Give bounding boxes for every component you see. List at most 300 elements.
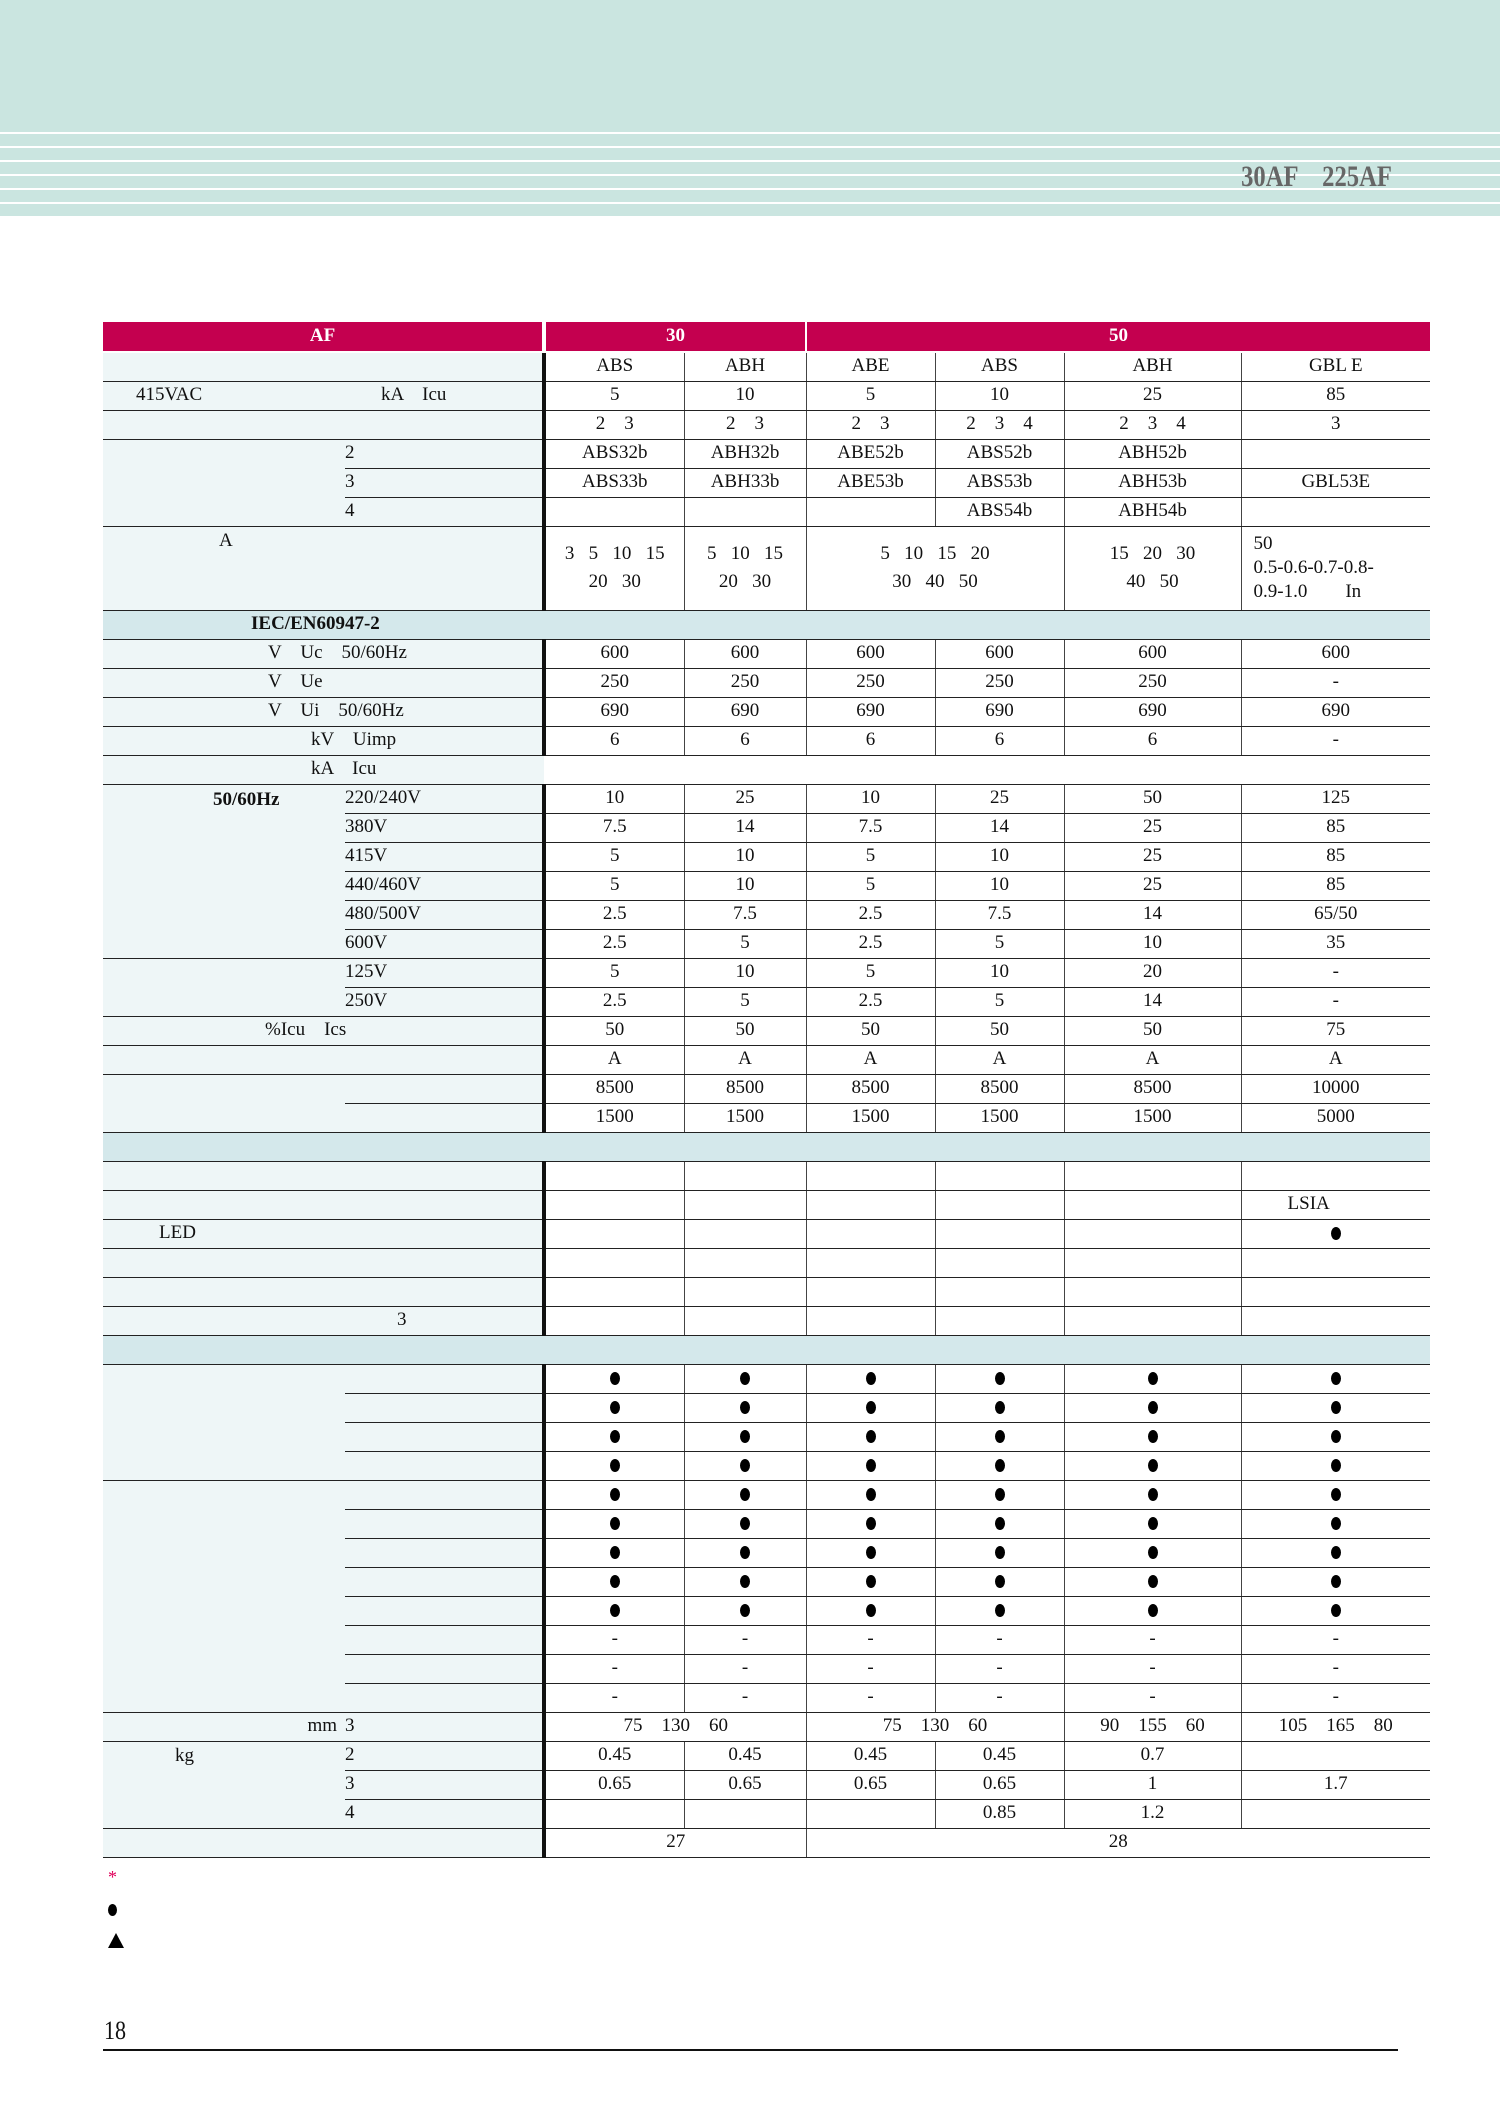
table-cell: 8500 bbox=[806, 1074, 935, 1103]
table-cell bbox=[544, 1248, 684, 1277]
table-cell bbox=[1064, 1277, 1241, 1306]
table-cell: 6 bbox=[806, 726, 935, 755]
table-cell: 7.5 bbox=[935, 900, 1064, 929]
table-cell bbox=[806, 1248, 935, 1277]
table-cell: - bbox=[684, 1625, 806, 1654]
table-cell: 25 bbox=[935, 784, 1064, 813]
table-cell: 2 3 bbox=[684, 410, 806, 439]
row-label bbox=[103, 352, 544, 381]
row-label bbox=[103, 1828, 544, 1857]
supported-dot-icon bbox=[1331, 1430, 1341, 1443]
accessory-row bbox=[103, 1364, 1430, 1393]
sub-label bbox=[345, 1596, 544, 1625]
feature-cell bbox=[1241, 1480, 1430, 1509]
table-cell: 2 3 4 bbox=[1064, 410, 1241, 439]
feature-cell bbox=[1241, 1509, 1430, 1538]
supported-dot-icon bbox=[995, 1401, 1005, 1414]
row-label: kV Uimp bbox=[103, 726, 544, 755]
table-cell: 6 bbox=[935, 726, 1064, 755]
table-cell: 8500 bbox=[935, 1074, 1064, 1103]
supported-dot-icon bbox=[995, 1488, 1005, 1501]
table-cell bbox=[544, 1306, 684, 1335]
supported-dot-icon bbox=[1331, 1546, 1341, 1559]
table-cell: 25 bbox=[1064, 871, 1241, 900]
table-cell: - bbox=[806, 1654, 935, 1683]
table-cell: 1500 bbox=[544, 1103, 684, 1132]
supported-dot-icon bbox=[740, 1430, 750, 1443]
supported-dot-icon bbox=[1148, 1401, 1158, 1414]
feature-cell bbox=[1064, 1567, 1241, 1596]
feature-cell bbox=[1241, 1422, 1430, 1451]
ac-icu-row bbox=[103, 784, 1430, 813]
feature-cell bbox=[684, 1480, 806, 1509]
table-cell: 2.5 bbox=[806, 900, 935, 929]
table-cell bbox=[935, 1219, 1064, 1248]
weight-row bbox=[103, 1741, 1430, 1770]
header-stripe bbox=[0, 146, 1500, 148]
blank-cell bbox=[544, 755, 1430, 784]
table-cell: 2 3 4 bbox=[935, 410, 1064, 439]
row-label: %Icu Ics bbox=[103, 1016, 544, 1045]
feature-cell bbox=[1064, 1393, 1241, 1422]
table-cell: 2.5 bbox=[544, 900, 684, 929]
table-cell bbox=[806, 1161, 935, 1190]
table-cell: A bbox=[1241, 1045, 1430, 1074]
dc-group-label bbox=[103, 958, 345, 1016]
feature-cell bbox=[1241, 1538, 1430, 1567]
table-cell: - bbox=[1064, 1654, 1241, 1683]
row-label: A bbox=[103, 526, 544, 610]
table-cell: 90 155 60 bbox=[1064, 1712, 1241, 1741]
table-cell bbox=[544, 1161, 684, 1190]
table-cell bbox=[806, 1799, 935, 1828]
table-cell: ABS52b bbox=[935, 439, 1064, 468]
supported-dot-icon bbox=[1148, 1546, 1158, 1559]
table-cell: - bbox=[1064, 1683, 1241, 1712]
table-cell bbox=[1241, 1161, 1430, 1190]
supported-dot-icon bbox=[866, 1430, 876, 1443]
rated-current-row bbox=[103, 526, 1430, 610]
supported-dot-icon bbox=[610, 1546, 620, 1559]
page-number: 18 bbox=[104, 2016, 127, 2045]
table-cell: ABS33b bbox=[544, 468, 684, 497]
poles-row bbox=[103, 410, 1430, 439]
table-cell bbox=[684, 1248, 806, 1277]
sub-label: 3 bbox=[345, 1770, 544, 1799]
table-cell: 600 bbox=[1064, 639, 1241, 668]
table-cell bbox=[1064, 1306, 1241, 1335]
page-ref-30[interactable]: 27 bbox=[544, 1828, 806, 1857]
supported-dot-icon bbox=[610, 1430, 620, 1443]
table-cell: A bbox=[806, 1045, 935, 1074]
table-cell: ABS32b bbox=[544, 439, 684, 468]
model-cell: ABE bbox=[806, 352, 935, 381]
table-cell: 0.65 bbox=[806, 1770, 935, 1799]
supported-dot-icon bbox=[995, 1604, 1005, 1617]
supported-dot-icon bbox=[995, 1517, 1005, 1530]
ratings-cell: 50 0.5-0.6-0.7-0.8- 0.9-1.0 In bbox=[1241, 526, 1430, 610]
table-cell: 10 bbox=[806, 784, 935, 813]
feature-cell bbox=[684, 1364, 806, 1393]
table-cell: 0.65 bbox=[684, 1770, 806, 1799]
table-cell: 75 130 60 bbox=[544, 1712, 806, 1741]
table-cell: 5 bbox=[806, 842, 935, 871]
sub-label bbox=[345, 1364, 544, 1393]
table-cell bbox=[935, 1161, 1064, 1190]
table-cell bbox=[806, 1277, 935, 1306]
ics-row bbox=[103, 1016, 1430, 1045]
feature-cell bbox=[1064, 1538, 1241, 1567]
section-trip-unit bbox=[103, 1132, 1430, 1161]
trip-unit-row bbox=[103, 1161, 1430, 1190]
table-cell: ABH52b bbox=[1064, 439, 1241, 468]
table-cell: A bbox=[544, 1045, 684, 1074]
feature-cell bbox=[544, 1538, 684, 1567]
supported-dot-icon bbox=[610, 1575, 620, 1588]
row-label bbox=[103, 1277, 544, 1306]
model-row bbox=[103, 352, 1430, 381]
feature-cell bbox=[935, 1364, 1064, 1393]
spec-table bbox=[103, 322, 1430, 1858]
feature-cell bbox=[806, 1451, 935, 1480]
row-label: V Ue bbox=[103, 668, 544, 697]
footnote-dot bbox=[108, 1893, 124, 1924]
table-cell: 85 bbox=[1241, 381, 1430, 410]
table-cell: 600 bbox=[684, 639, 806, 668]
supported-dot-icon bbox=[740, 1459, 750, 1472]
table-cell: 2.5 bbox=[544, 987, 684, 1016]
ratings-cell: 3 5 10 15 20 30 bbox=[544, 526, 684, 610]
feature-cell bbox=[1064, 1451, 1241, 1480]
feature-cell bbox=[1064, 1480, 1241, 1509]
feature-cell bbox=[684, 1596, 806, 1625]
table-cell: 6 bbox=[544, 726, 684, 755]
table-cell: 1 bbox=[1064, 1770, 1241, 1799]
sub-label bbox=[345, 1480, 544, 1509]
table-cell: 6 bbox=[1064, 726, 1241, 755]
feature-cell bbox=[544, 1364, 684, 1393]
supported-dot-icon bbox=[1148, 1517, 1158, 1530]
feature-cell bbox=[1241, 1219, 1430, 1248]
model-cell: GBL E bbox=[1241, 352, 1430, 381]
table-cell: 2.5 bbox=[544, 929, 684, 958]
table-cell: 14 bbox=[935, 813, 1064, 842]
table-cell: 1.2 bbox=[1064, 1799, 1241, 1828]
table-cell: - bbox=[935, 1654, 1064, 1683]
row-label bbox=[103, 439, 345, 526]
feature-cell bbox=[1064, 1596, 1241, 1625]
table-cell: 5 bbox=[684, 987, 806, 1016]
accessory-row bbox=[103, 1480, 1430, 1509]
section-standard bbox=[103, 610, 1430, 639]
supported-dot-icon bbox=[610, 1517, 620, 1530]
table-cell: 10 bbox=[935, 381, 1064, 410]
trip-unit-row bbox=[103, 1248, 1430, 1277]
sub-label: 480/500V bbox=[345, 900, 544, 929]
table-cell bbox=[1241, 497, 1430, 526]
page-ref-50[interactable]: 28 bbox=[806, 1828, 1430, 1857]
trip-unit-rows bbox=[103, 1161, 1430, 1335]
table-cell: 0.45 bbox=[806, 1741, 935, 1770]
table-cell: 50 bbox=[1064, 1016, 1241, 1045]
table-cell: 50 bbox=[1064, 784, 1241, 813]
table-cell: 0.45 bbox=[684, 1741, 806, 1770]
feature-cell bbox=[684, 1451, 806, 1480]
table-cell bbox=[684, 1219, 806, 1248]
table-cell bbox=[806, 497, 935, 526]
table-cell bbox=[684, 1799, 806, 1828]
header-stripe bbox=[0, 132, 1500, 134]
table-cell: 6 bbox=[684, 726, 806, 755]
sub-label bbox=[345, 1451, 544, 1480]
supported-dot-icon bbox=[1148, 1372, 1158, 1385]
supported-dot-icon bbox=[995, 1372, 1005, 1385]
model-cell: ABH bbox=[1064, 352, 1241, 381]
table-cell bbox=[544, 1190, 684, 1219]
supported-dot-icon bbox=[740, 1546, 750, 1559]
ac-group-label: 50/60Hz bbox=[103, 784, 345, 958]
supported-dot-icon bbox=[1148, 1488, 1158, 1501]
feature-cell bbox=[544, 1596, 684, 1625]
table-cell: 5 bbox=[806, 958, 935, 987]
af-50-group: 50 bbox=[806, 322, 1430, 352]
table-cell: - bbox=[935, 1683, 1064, 1712]
model-cell: ABH bbox=[684, 352, 806, 381]
sub-label bbox=[345, 1567, 544, 1596]
table-cell bbox=[806, 1306, 935, 1335]
table-cell: - bbox=[806, 1683, 935, 1712]
type-row bbox=[103, 439, 1430, 468]
feature-cell bbox=[684, 1509, 806, 1538]
row-label: V Uc 50/60Hz bbox=[103, 639, 544, 668]
page-heading: 30AF 225AF bbox=[1241, 160, 1392, 193]
section-title: IEC/EN60947-2 bbox=[103, 610, 1430, 639]
supported-dot-icon bbox=[740, 1372, 750, 1385]
table-cell: 85 bbox=[1241, 871, 1430, 900]
supported-dot-icon bbox=[1148, 1459, 1158, 1472]
table-cell: 250 bbox=[684, 668, 806, 697]
table-cell: 5000 bbox=[1241, 1103, 1430, 1132]
table-cell bbox=[1241, 1248, 1430, 1277]
row-label bbox=[103, 410, 544, 439]
table-cell: 2.5 bbox=[806, 987, 935, 1016]
sub-label: 415V bbox=[345, 842, 544, 871]
supported-dot-icon bbox=[995, 1430, 1005, 1443]
table-cell bbox=[684, 1306, 806, 1335]
feature-cell bbox=[544, 1393, 684, 1422]
footnote-triangle bbox=[108, 1924, 124, 1955]
table-cell: 85 bbox=[1241, 842, 1430, 871]
table-cell bbox=[1064, 1190, 1241, 1219]
section-accessories bbox=[103, 1335, 1430, 1364]
table-cell: GBL53E bbox=[1241, 468, 1430, 497]
feature-cell bbox=[806, 1422, 935, 1451]
feature-cell bbox=[544, 1451, 684, 1480]
table-cell: 600 bbox=[1241, 639, 1430, 668]
supported-dot-icon bbox=[610, 1604, 620, 1617]
supported-dot-icon bbox=[1148, 1604, 1158, 1617]
table-cell: 690 bbox=[1241, 697, 1430, 726]
sub-label: 3 bbox=[345, 468, 544, 497]
supported-dot-icon bbox=[740, 1488, 750, 1501]
af-label: AF bbox=[103, 322, 544, 352]
supported-dot-icon bbox=[1331, 1604, 1341, 1617]
footnote-asterisk bbox=[108, 1862, 124, 1893]
ratings-cell: 5 10 15 20 30 40 50 bbox=[806, 526, 1064, 610]
table-cell: A bbox=[684, 1045, 806, 1074]
supported-dot-icon bbox=[740, 1604, 750, 1617]
table-cell bbox=[1064, 1161, 1241, 1190]
frame-row bbox=[103, 322, 1430, 352]
table-cell: 2 3 bbox=[806, 410, 935, 439]
row-label: LED bbox=[103, 1219, 544, 1248]
table-cell bbox=[684, 1161, 806, 1190]
table-cell bbox=[1064, 1219, 1241, 1248]
feature-cell bbox=[806, 1509, 935, 1538]
supported-dot-icon bbox=[610, 1488, 620, 1501]
supported-dot-icon bbox=[740, 1517, 750, 1530]
table-cell bbox=[935, 1190, 1064, 1219]
table-cell: 25 bbox=[1064, 381, 1241, 410]
supported-dot-icon bbox=[610, 1372, 620, 1385]
accessory-group-label bbox=[103, 1480, 345, 1712]
feature-cell bbox=[684, 1567, 806, 1596]
table-cell: 10 bbox=[1064, 929, 1241, 958]
category-row bbox=[103, 1045, 1430, 1074]
feature-cell bbox=[1241, 1596, 1430, 1625]
table-cell: 1500 bbox=[684, 1103, 806, 1132]
supported-dot-icon bbox=[866, 1488, 876, 1501]
table-cell: ABE53b bbox=[806, 468, 935, 497]
table-cell: 20 bbox=[1064, 958, 1241, 987]
feature-cell bbox=[935, 1509, 1064, 1538]
dc-icu-row bbox=[103, 958, 1430, 987]
table-cell: 0.85 bbox=[935, 1799, 1064, 1828]
table-cell: - bbox=[1241, 1654, 1430, 1683]
table-cell bbox=[544, 1219, 684, 1248]
table-cell: 5 bbox=[684, 929, 806, 958]
table-cell: 10 bbox=[684, 381, 806, 410]
row-label: kA Icu bbox=[103, 755, 544, 784]
supported-dot-icon bbox=[740, 1575, 750, 1588]
table-cell bbox=[544, 497, 684, 526]
table-cell: - bbox=[544, 1654, 684, 1683]
table-cell: - bbox=[684, 1683, 806, 1712]
row-label: V Ui 50/60Hz bbox=[103, 697, 544, 726]
section-title bbox=[103, 1335, 1430, 1364]
table-cell: 14 bbox=[1064, 987, 1241, 1016]
table-cell: ABH32b bbox=[684, 439, 806, 468]
feature-cell bbox=[684, 1538, 806, 1567]
sub-label: 4 bbox=[345, 497, 544, 526]
feature-cell bbox=[544, 1567, 684, 1596]
table-cell: 10 bbox=[684, 842, 806, 871]
table-cell: 0.7 bbox=[1064, 1741, 1241, 1770]
table-cell: 14 bbox=[1064, 900, 1241, 929]
model-cell: ABS bbox=[544, 352, 684, 381]
table-cell: 250 bbox=[806, 668, 935, 697]
feature-cell bbox=[935, 1538, 1064, 1567]
table-cell: 5 bbox=[806, 871, 935, 900]
section-title bbox=[103, 1132, 1430, 1161]
table-cell bbox=[1241, 1799, 1430, 1828]
feature-cell bbox=[935, 1480, 1064, 1509]
table-cell: - bbox=[544, 1683, 684, 1712]
sub-label bbox=[345, 1393, 544, 1422]
table-cell bbox=[935, 1306, 1064, 1335]
icu-415-row bbox=[103, 381, 1430, 410]
supported-dot-icon bbox=[1331, 1517, 1341, 1530]
table-cell: 5 bbox=[806, 381, 935, 410]
table-cell: A bbox=[1064, 1045, 1241, 1074]
feature-cell bbox=[935, 1596, 1064, 1625]
row-label: 415VAC bbox=[103, 381, 345, 410]
feature-cell bbox=[684, 1422, 806, 1451]
trip-unit-row bbox=[103, 1190, 1430, 1219]
row-unit-label: kA Icu bbox=[345, 381, 544, 410]
sub-label bbox=[345, 1654, 544, 1683]
supported-dot-icon bbox=[1331, 1401, 1341, 1414]
table-cell bbox=[935, 1277, 1064, 1306]
voltage-row bbox=[103, 697, 1430, 726]
header-stripe bbox=[0, 202, 1500, 204]
sub-label: 2 bbox=[345, 439, 544, 468]
table-cell: 0.65 bbox=[935, 1770, 1064, 1799]
table-cell: - bbox=[1064, 1625, 1241, 1654]
feature-cell bbox=[1241, 1393, 1430, 1422]
table-cell: 690 bbox=[684, 697, 806, 726]
table-cell: 10 bbox=[684, 958, 806, 987]
supported-dot-icon bbox=[995, 1575, 1005, 1588]
table-cell: 10 bbox=[935, 842, 1064, 871]
sub-label: 440/460V bbox=[345, 871, 544, 900]
table-cell: ABS53b bbox=[935, 468, 1064, 497]
table-cell bbox=[544, 1277, 684, 1306]
table-cell: 125 bbox=[1241, 784, 1430, 813]
table-cell bbox=[1241, 439, 1430, 468]
table-cell: - bbox=[1241, 987, 1430, 1016]
feature-cell bbox=[1064, 1509, 1241, 1538]
supported-dot-icon bbox=[610, 1401, 620, 1414]
table-cell: 0.45 bbox=[935, 1741, 1064, 1770]
table-cell: 690 bbox=[544, 697, 684, 726]
table-cell: ABS54b bbox=[935, 497, 1064, 526]
supported-dot-icon bbox=[866, 1401, 876, 1414]
table-cell: 5 bbox=[935, 987, 1064, 1016]
sub-label: 220/240V bbox=[345, 784, 544, 813]
header-band bbox=[0, 0, 1500, 216]
endurance-row bbox=[103, 1074, 1430, 1103]
table-cell: 7.5 bbox=[544, 813, 684, 842]
supported-dot-icon bbox=[740, 1401, 750, 1414]
table-cell: 5 bbox=[935, 929, 1064, 958]
supported-dot-icon bbox=[1331, 1459, 1341, 1472]
table-cell bbox=[935, 1248, 1064, 1277]
table-cell: 690 bbox=[806, 697, 935, 726]
table-cell: 1500 bbox=[806, 1103, 935, 1132]
asterisk-icon: * bbox=[108, 1867, 117, 1887]
table-cell: 10 bbox=[935, 958, 1064, 987]
table-cell: 1500 bbox=[935, 1103, 1064, 1132]
table-cell: 25 bbox=[1064, 813, 1241, 842]
table-cell: - bbox=[544, 1625, 684, 1654]
table-cell: 3 bbox=[1241, 410, 1430, 439]
sub-label bbox=[345, 1422, 544, 1451]
table-cell bbox=[1241, 1741, 1430, 1770]
sub-label: 4 bbox=[345, 1799, 544, 1828]
table-cell bbox=[684, 1190, 806, 1219]
supported-dot-icon bbox=[1331, 1372, 1341, 1385]
